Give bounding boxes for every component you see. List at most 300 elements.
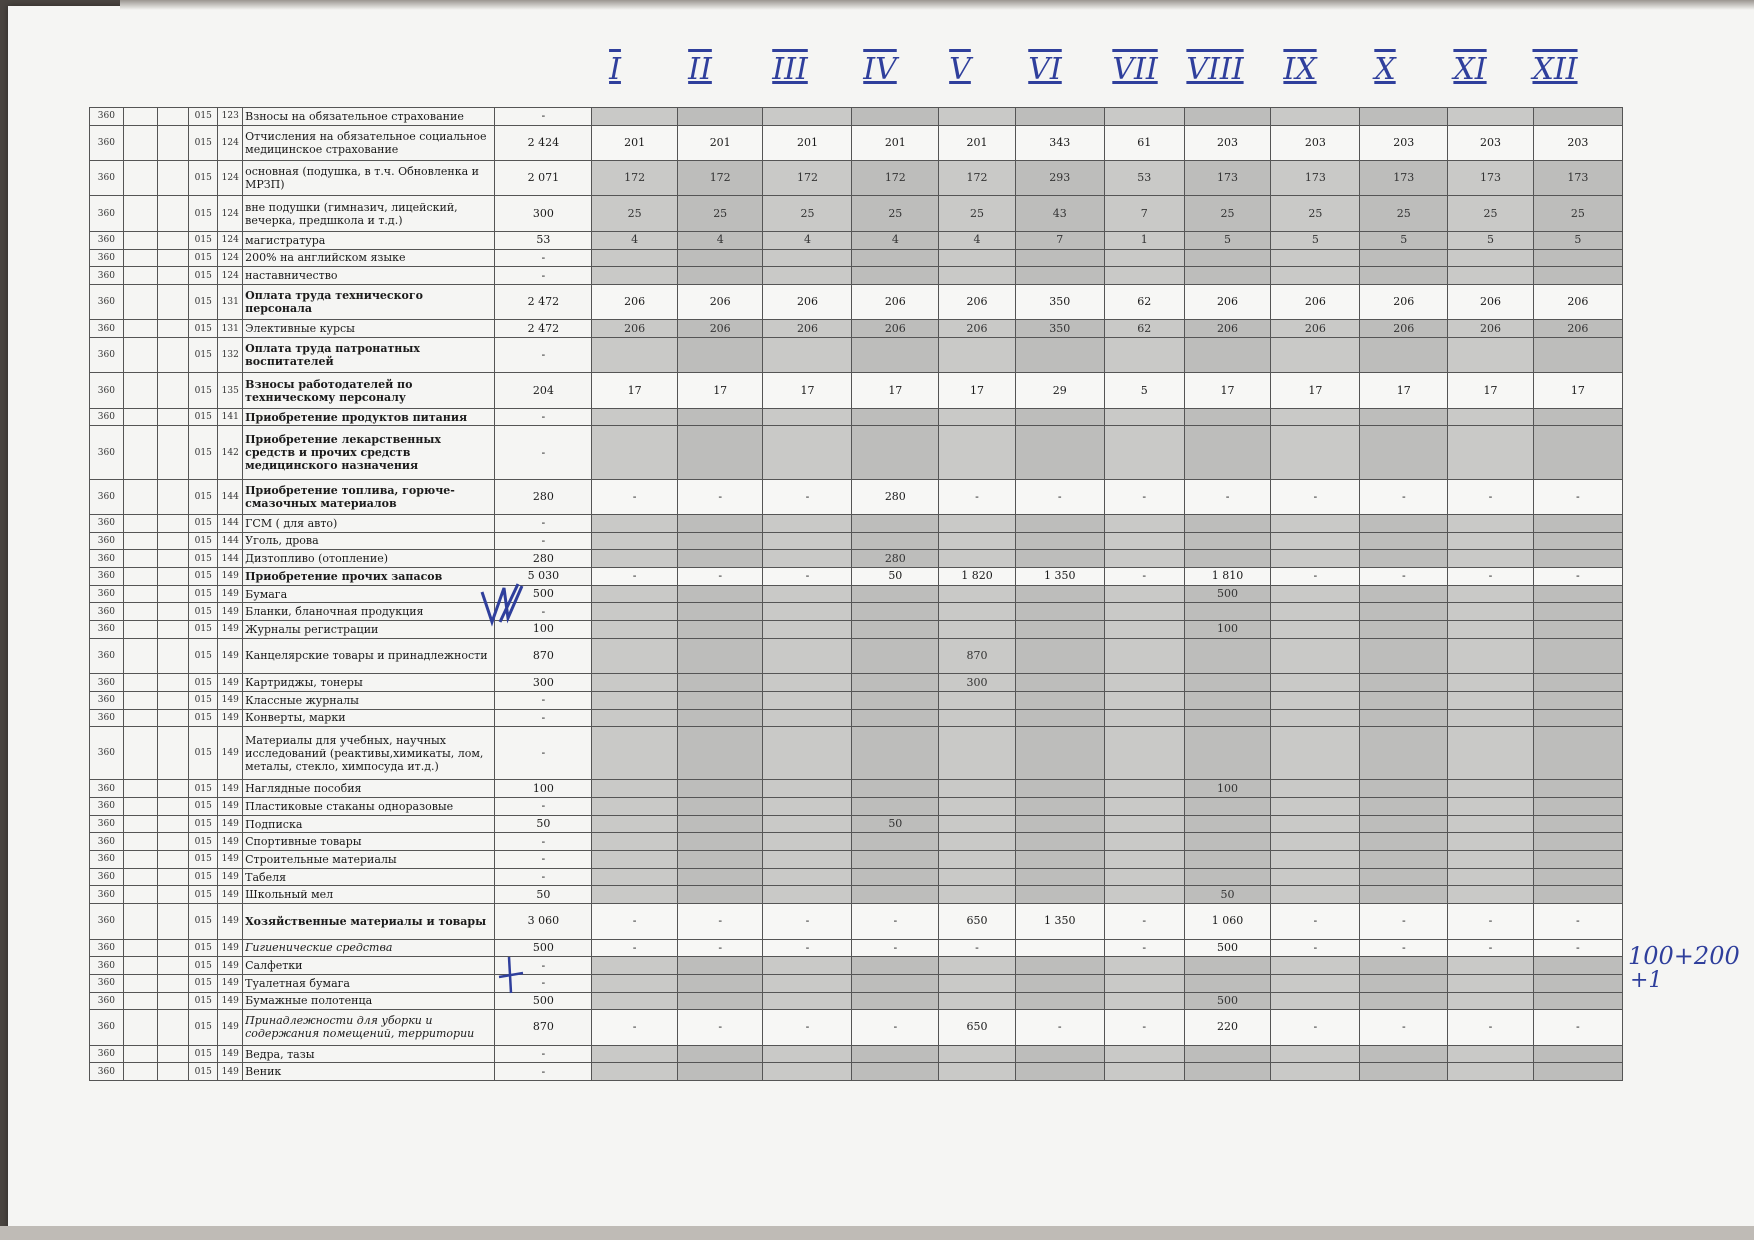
month-value-9 xyxy=(1271,1045,1360,1063)
specifics-code: 149 xyxy=(218,833,243,851)
month-label-8: VIII xyxy=(1186,52,1244,87)
subprogram-code: 015 xyxy=(189,426,218,479)
month-label-9: IX xyxy=(1283,52,1317,87)
month-value-5 xyxy=(939,621,1016,639)
month-value-1 xyxy=(592,426,678,479)
month-value-5 xyxy=(939,727,1016,780)
month-value-3: - xyxy=(763,568,852,586)
page-shadow xyxy=(120,0,1754,10)
month-value-9 xyxy=(1271,780,1360,798)
item-name: 200% на английском языке xyxy=(243,249,495,267)
subprogram-code: 015 xyxy=(189,939,218,957)
empty-cell xyxy=(157,798,189,816)
subprogram-code: 015 xyxy=(189,267,218,285)
month-value-10: 5 xyxy=(1360,231,1448,249)
table-row xyxy=(90,939,1623,957)
month-value-6 xyxy=(1015,249,1104,267)
month-value-7: 53 xyxy=(1104,161,1184,196)
annual-total: 2 472 xyxy=(495,320,592,338)
item-name: Наглядные пособия xyxy=(243,780,495,798)
program-code: 360 xyxy=(90,709,124,727)
month-value-8 xyxy=(1184,550,1271,568)
month-value-11: 25 xyxy=(1448,196,1534,231)
handwritten-checkmark xyxy=(478,578,538,628)
program-code: 360 xyxy=(90,727,124,780)
month-value-7 xyxy=(1104,1045,1184,1063)
month-value-7 xyxy=(1104,957,1184,975)
month-value-7: - xyxy=(1104,939,1184,957)
program-code: 360 xyxy=(90,691,124,709)
month-value-11 xyxy=(1448,780,1534,798)
month-value-3: - xyxy=(763,904,852,939)
month-value-3: 201 xyxy=(763,125,852,160)
month-value-3 xyxy=(763,798,852,816)
table-row xyxy=(90,479,1623,514)
annual-total: - xyxy=(495,709,592,727)
month-value-12 xyxy=(1533,886,1622,904)
month-value-2 xyxy=(677,727,763,780)
month-value-11: - xyxy=(1448,1010,1534,1045)
month-value-7: 5 xyxy=(1104,373,1184,408)
month-value-9 xyxy=(1271,957,1360,975)
specifics-code: 149 xyxy=(218,868,243,886)
annual-total: - xyxy=(495,1063,592,1081)
month-value-8: 1 060 xyxy=(1184,904,1271,939)
month-value-5 xyxy=(939,532,1016,550)
month-value-9 xyxy=(1271,249,1360,267)
month-value-7: 62 xyxy=(1104,320,1184,338)
table-row xyxy=(90,514,1623,532)
month-value-4 xyxy=(852,338,939,373)
table-row xyxy=(90,603,1623,621)
month-value-10 xyxy=(1360,851,1448,869)
table-row xyxy=(90,992,1623,1010)
annual-total: - xyxy=(495,249,592,267)
month-value-11 xyxy=(1448,851,1534,869)
month-value-10 xyxy=(1360,514,1448,532)
empty-cell xyxy=(123,621,157,639)
month-value-12 xyxy=(1533,691,1622,709)
month-value-2 xyxy=(677,691,763,709)
month-value-4: 50 xyxy=(852,568,939,586)
month-value-10 xyxy=(1360,108,1448,126)
month-value-10 xyxy=(1360,550,1448,568)
month-value-12 xyxy=(1533,674,1622,692)
month-value-5 xyxy=(939,426,1016,479)
month-value-6: 1 350 xyxy=(1015,568,1104,586)
month-value-3: - xyxy=(763,1010,852,1045)
annual-total: - xyxy=(495,108,592,126)
month-value-4 xyxy=(852,1063,939,1081)
month-value-11 xyxy=(1448,338,1534,373)
month-value-10: - xyxy=(1360,568,1448,586)
annual-total: 2 472 xyxy=(495,284,592,319)
month-value-3 xyxy=(763,638,852,673)
month-value-7 xyxy=(1104,974,1184,992)
month-value-6: 293 xyxy=(1015,161,1104,196)
month-value-9 xyxy=(1271,798,1360,816)
month-value-8: 206 xyxy=(1184,284,1271,319)
month-value-2 xyxy=(677,338,763,373)
month-value-3 xyxy=(763,1063,852,1081)
month-value-8: 500 xyxy=(1184,585,1271,603)
month-value-1: 206 xyxy=(592,320,678,338)
month-value-10 xyxy=(1360,1045,1448,1063)
month-value-3: - xyxy=(763,479,852,514)
month-value-5: 1 820 xyxy=(939,568,1016,586)
program-code: 360 xyxy=(90,621,124,639)
empty-cell xyxy=(157,108,189,126)
month-value-11: 173 xyxy=(1448,161,1534,196)
annual-total: - xyxy=(495,338,592,373)
month-value-2 xyxy=(677,1045,763,1063)
month-value-6 xyxy=(1015,550,1104,568)
background-surface xyxy=(0,1226,1754,1240)
specifics-code: 149 xyxy=(218,1010,243,1045)
month-value-10: 206 xyxy=(1360,320,1448,338)
month-value-4: 280 xyxy=(852,550,939,568)
item-name: основная (подушка, в т.ч. Обновленка и МРЗП) xyxy=(243,161,495,196)
month-value-4 xyxy=(852,868,939,886)
month-value-2 xyxy=(677,108,763,126)
month-value-3 xyxy=(763,408,852,426)
month-value-12 xyxy=(1533,851,1622,869)
month-value-3 xyxy=(763,709,852,727)
month-value-3 xyxy=(763,992,852,1010)
subprogram-code: 015 xyxy=(189,373,218,408)
month-value-9 xyxy=(1271,833,1360,851)
table-row xyxy=(90,426,1623,479)
month-value-10 xyxy=(1360,727,1448,780)
month-label-6: VI xyxy=(1028,52,1062,87)
month-value-7 xyxy=(1104,833,1184,851)
empty-cell xyxy=(123,585,157,603)
item-name: Журналы регистрации xyxy=(243,621,495,639)
month-value-1 xyxy=(592,585,678,603)
month-value-4 xyxy=(852,833,939,851)
month-value-1: - xyxy=(592,904,678,939)
month-label-3: III xyxy=(772,52,808,87)
month-value-8 xyxy=(1184,798,1271,816)
month-value-8 xyxy=(1184,426,1271,479)
month-value-12: 206 xyxy=(1533,284,1622,319)
month-value-12: 5 xyxy=(1533,231,1622,249)
empty-cell xyxy=(157,568,189,586)
specifics-code: 131 xyxy=(218,284,243,319)
month-value-1 xyxy=(592,815,678,833)
month-value-12 xyxy=(1533,638,1622,673)
month-value-2 xyxy=(677,267,763,285)
subprogram-code: 015 xyxy=(189,284,218,319)
month-value-4 xyxy=(852,674,939,692)
month-value-3: 172 xyxy=(763,161,852,196)
specifics-code: 149 xyxy=(218,851,243,869)
month-value-4 xyxy=(852,851,939,869)
month-value-4: - xyxy=(852,939,939,957)
month-value-4: 4 xyxy=(852,231,939,249)
month-value-4 xyxy=(852,585,939,603)
annual-total: 300 xyxy=(495,196,592,231)
month-value-1 xyxy=(592,532,678,550)
month-value-8 xyxy=(1184,833,1271,851)
month-value-8 xyxy=(1184,532,1271,550)
month-value-11 xyxy=(1448,603,1534,621)
month-value-4 xyxy=(852,957,939,975)
month-value-8: 50 xyxy=(1184,886,1271,904)
subprogram-code: 015 xyxy=(189,603,218,621)
month-value-4 xyxy=(852,780,939,798)
month-value-8 xyxy=(1184,267,1271,285)
table-row xyxy=(90,568,1623,586)
month-value-5 xyxy=(939,886,1016,904)
program-code: 360 xyxy=(90,1010,124,1045)
month-value-2 xyxy=(677,851,763,869)
month-value-9 xyxy=(1271,851,1360,869)
month-value-2 xyxy=(677,249,763,267)
month-value-10 xyxy=(1360,426,1448,479)
month-label-1: I xyxy=(609,52,621,87)
empty-cell xyxy=(157,196,189,231)
annual-total: 100 xyxy=(495,780,592,798)
subprogram-code: 015 xyxy=(189,514,218,532)
month-value-2 xyxy=(677,514,763,532)
month-value-12 xyxy=(1533,815,1622,833)
month-value-2 xyxy=(677,974,763,992)
month-value-8 xyxy=(1184,338,1271,373)
empty-cell xyxy=(157,957,189,975)
subprogram-code: 015 xyxy=(189,851,218,869)
program-code: 360 xyxy=(90,532,124,550)
month-value-5 xyxy=(939,1045,1016,1063)
month-value-11: - xyxy=(1448,904,1534,939)
annual-total: 50 xyxy=(495,886,592,904)
month-value-8 xyxy=(1184,727,1271,780)
program-code: 360 xyxy=(90,125,124,160)
annual-total: 870 xyxy=(495,1010,592,1045)
empty-cell xyxy=(157,161,189,196)
month-value-2: 206 xyxy=(677,320,763,338)
table-row xyxy=(90,249,1623,267)
month-value-4: - xyxy=(852,904,939,939)
month-value-3 xyxy=(763,815,852,833)
subprogram-code: 015 xyxy=(189,408,218,426)
specifics-code: 144 xyxy=(218,514,243,532)
table-row xyxy=(90,408,1623,426)
subprogram-code: 015 xyxy=(189,249,218,267)
month-value-2 xyxy=(677,992,763,1010)
month-value-4 xyxy=(852,426,939,479)
specifics-code: 149 xyxy=(218,815,243,833)
table-row xyxy=(90,1045,1623,1063)
annual-total: 50 xyxy=(495,815,592,833)
month-value-3 xyxy=(763,1045,852,1063)
empty-cell xyxy=(123,568,157,586)
program-code: 360 xyxy=(90,267,124,285)
month-value-12: 203 xyxy=(1533,125,1622,160)
month-value-8: 173 xyxy=(1184,161,1271,196)
month-value-9 xyxy=(1271,1063,1360,1081)
table-row xyxy=(90,196,1623,231)
program-code: 360 xyxy=(90,479,124,514)
empty-cell xyxy=(157,603,189,621)
month-value-2 xyxy=(677,674,763,692)
item-name: ГСМ ( для авто) xyxy=(243,514,495,532)
program-code: 360 xyxy=(90,284,124,319)
month-value-11 xyxy=(1448,709,1534,727)
month-value-5 xyxy=(939,408,1016,426)
empty-cell xyxy=(123,532,157,550)
month-value-12 xyxy=(1533,514,1622,532)
month-value-5: 17 xyxy=(939,373,1016,408)
month-value-7 xyxy=(1104,638,1184,673)
month-value-4 xyxy=(852,532,939,550)
empty-cell xyxy=(123,408,157,426)
month-value-12 xyxy=(1533,426,1622,479)
month-value-12: - xyxy=(1533,1010,1622,1045)
item-name: Ведра, тазы xyxy=(243,1045,495,1063)
program-code: 360 xyxy=(90,974,124,992)
month-value-7 xyxy=(1104,532,1184,550)
month-value-1: 17 xyxy=(592,373,678,408)
month-value-2: - xyxy=(677,568,763,586)
subprogram-code: 015 xyxy=(189,161,218,196)
empty-cell xyxy=(123,514,157,532)
month-value-4 xyxy=(852,108,939,126)
month-value-11 xyxy=(1448,815,1534,833)
month-value-7: - xyxy=(1104,904,1184,939)
item-name: Приобретение продуктов питания xyxy=(243,408,495,426)
month-value-8 xyxy=(1184,974,1271,992)
month-value-6 xyxy=(1015,780,1104,798)
program-code: 360 xyxy=(90,674,124,692)
month-value-1: 206 xyxy=(592,284,678,319)
month-value-2 xyxy=(677,709,763,727)
annual-total: 300 xyxy=(495,674,592,692)
month-value-11 xyxy=(1448,798,1534,816)
month-value-6 xyxy=(1015,638,1104,673)
month-value-2 xyxy=(677,780,763,798)
month-value-5 xyxy=(939,709,1016,727)
month-value-9: 203 xyxy=(1271,125,1360,160)
empty-cell xyxy=(123,284,157,319)
subprogram-code: 015 xyxy=(189,621,218,639)
month-value-11 xyxy=(1448,1045,1534,1063)
month-value-3 xyxy=(763,267,852,285)
month-value-8: 100 xyxy=(1184,621,1271,639)
month-value-11 xyxy=(1448,868,1534,886)
month-value-6 xyxy=(1015,833,1104,851)
month-value-4 xyxy=(852,798,939,816)
month-value-9 xyxy=(1271,709,1360,727)
empty-cell xyxy=(157,1045,189,1063)
month-value-7 xyxy=(1104,426,1184,479)
month-value-11 xyxy=(1448,426,1534,479)
month-value-6 xyxy=(1015,1045,1104,1063)
empty-cell xyxy=(157,514,189,532)
month-value-10: 203 xyxy=(1360,125,1448,160)
month-value-5: 172 xyxy=(939,161,1016,196)
empty-cell xyxy=(123,550,157,568)
month-value-6 xyxy=(1015,514,1104,532)
month-value-12: 173 xyxy=(1533,161,1622,196)
month-value-5 xyxy=(939,851,1016,869)
month-value-4 xyxy=(852,603,939,621)
table-row xyxy=(90,851,1623,869)
annual-total: 280 xyxy=(495,479,592,514)
month-value-10: - xyxy=(1360,939,1448,957)
empty-cell xyxy=(157,727,189,780)
item-name: Строительные материалы xyxy=(243,851,495,869)
subprogram-code: 015 xyxy=(189,338,218,373)
month-value-10 xyxy=(1360,532,1448,550)
month-value-12 xyxy=(1533,798,1622,816)
empty-cell xyxy=(123,691,157,709)
month-value-3 xyxy=(763,514,852,532)
month-value-5: 300 xyxy=(939,674,1016,692)
month-value-4 xyxy=(852,709,939,727)
annual-total: - xyxy=(495,514,592,532)
item-name: Салфетки xyxy=(243,957,495,975)
item-name: Бумажные полотенца xyxy=(243,992,495,1010)
item-name: Подписка xyxy=(243,815,495,833)
program-code: 360 xyxy=(90,550,124,568)
annual-total: - xyxy=(495,974,592,992)
program-code: 360 xyxy=(90,833,124,851)
month-value-12 xyxy=(1533,338,1622,373)
table-row xyxy=(90,886,1623,904)
month-value-5: - xyxy=(939,939,1016,957)
month-value-4: 280 xyxy=(852,479,939,514)
month-value-6: 1 350 xyxy=(1015,904,1104,939)
empty-cell xyxy=(157,1010,189,1045)
month-value-4: 172 xyxy=(852,161,939,196)
month-header xyxy=(0,52,1754,96)
month-value-12 xyxy=(1533,532,1622,550)
specifics-code: 124 xyxy=(218,249,243,267)
handwritten-plus-mark xyxy=(495,955,525,995)
month-value-5 xyxy=(939,833,1016,851)
month-value-1 xyxy=(592,550,678,568)
table-row xyxy=(90,550,1623,568)
month-value-3 xyxy=(763,886,852,904)
month-value-11: 203 xyxy=(1448,125,1534,160)
month-value-2: - xyxy=(677,904,763,939)
annual-total: 500 xyxy=(495,939,592,957)
month-value-1 xyxy=(592,780,678,798)
subprogram-code: 015 xyxy=(189,568,218,586)
item-name: магистратура xyxy=(243,231,495,249)
month-value-1 xyxy=(592,851,678,869)
month-value-12: 17 xyxy=(1533,373,1622,408)
month-value-1 xyxy=(592,709,678,727)
month-value-2 xyxy=(677,957,763,975)
empty-cell xyxy=(157,992,189,1010)
month-value-8 xyxy=(1184,709,1271,727)
empty-cell xyxy=(123,1010,157,1045)
empty-cell xyxy=(157,320,189,338)
month-value-9 xyxy=(1271,886,1360,904)
item-name: Картриджы, тонеры xyxy=(243,674,495,692)
empty-cell xyxy=(157,550,189,568)
month-value-1 xyxy=(592,408,678,426)
month-value-3: - xyxy=(763,939,852,957)
month-value-8 xyxy=(1184,674,1271,692)
month-value-12 xyxy=(1533,603,1622,621)
empty-cell xyxy=(157,231,189,249)
specifics-code: 124 xyxy=(218,267,243,285)
month-value-11 xyxy=(1448,638,1534,673)
month-value-7 xyxy=(1104,550,1184,568)
